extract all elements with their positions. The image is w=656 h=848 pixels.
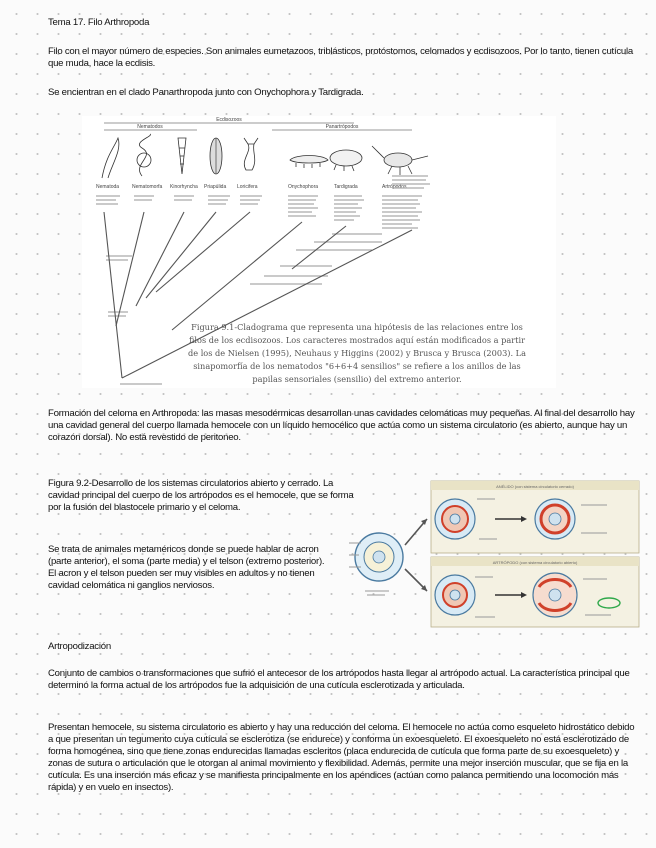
taxon-label: Loricifera	[237, 184, 258, 190]
taxon-label: Tardigrada	[334, 184, 358, 190]
group-label-panarthropods: Panartrópodos	[325, 124, 359, 130]
caption-line: filos de los ecdisozoos. Los caracteres mostrados aquí están modificados a partir	[188, 335, 526, 345]
taxon-label: Onychophora	[288, 184, 319, 190]
arthropod-panel	[431, 557, 639, 627]
artropodizacion-heading: Artropodización	[48, 641, 111, 652]
caption-line: sinapomorfía de los nematodos "6+6+4 sensilios" se refiere a los anillos de las	[193, 361, 521, 371]
priapulida-sketch	[210, 138, 222, 174]
taxon-label: Priapúlida	[204, 184, 227, 190]
metameric-paragraph: Se trata de animales metaméricos donde se puede hablar de acron (parte anterior), el soma (parte media) y el telson (extremo posterior). El acron y el telson pueden ser muy visibles en adultos y no tienen cavidad celomática ni ganglios nerviosos.	[48, 544, 325, 591]
caption-line: Figura 9.1-Cladograma que representa una hipótesis de las relaciones entre los	[191, 322, 523, 332]
caption-line: de los de Nielsen (1995), Neuhaus y Higgins (2002) y Brusca y Brusca (2003). La	[188, 348, 526, 358]
group-label-ecdysozoa: Ecdisozoos	[216, 117, 242, 123]
panel-title-annelid: ANÉLIDO (con sistema circulatorio cerrado)	[496, 484, 574, 489]
celoma-paragraph: Formación del celoma en Arthropoda: las masas mesodérmicas desarrollan unas cavidades celomáticas muy pequeñas. Al final del desarrollo hay una cavidad general del cuerpo llamada hemocele con un líquido hemocélico que actúa como un sistema circulatorio (es abierto, aunque hay un corazón dorsal). No está revestido de peritoneo.	[48, 408, 635, 443]
taxon-label: Nematoda	[96, 184, 120, 190]
panel-title-arthropod: ARTRÓPODO (con sistema circulatorio abierto)	[492, 560, 578, 565]
group-label-nematodes: Nematodos	[137, 124, 163, 130]
circulatory-systems-figure	[345, 479, 641, 629]
page-title: Tema 17. Filo Arthropoda	[48, 17, 150, 28]
caption-line: papilas sensoriales (sensilio) del extremo anterior.	[252, 374, 462, 384]
annelid-panel	[431, 481, 639, 553]
clade-paragraph: Se encientran en el clado Panarthropoda junto con Onychophora y Tardigrada.	[48, 87, 364, 98]
embryo-cross-section	[349, 519, 427, 595]
artropodizacion-paragraph-2: Presentan hemocele, su sistema circulatorio es abierto y hay una reducción del celoma. El hemocele no actúa como esqueleto hidrostático debido a que presentan un tegumento cuya cutícula se esclerotiza (se endurece) y conforma un exoesqueleto. El exoesqueleto no está esclerotizado de forma homogénea, sino que tiene zonas endurecidas llamadas escleritos (placa endurecida de cutícula que forma parte de su exoesqueleto) y zonas de sutura o articulación que le otorgan al animal movimiento y flexibilidad. Además, permite una mejor inserción muscular, que se fija en la cutícula. Es una inserción más eficaz y se manifiesta principalmente en los apéndices (actúan como palanca permitiendo una locomoción más rápida) y en vuelo en insectos).	[48, 722, 635, 793]
intro-paragraph: Filo con el mayor número de especies. Son animales eumetazoos, triblásticos, protóstomos, celomados y ecdisozoos. Por lo tanto, tienen cutícula que muda, hace la ecdisis.	[48, 46, 633, 69]
taxon-label: Nematomorfa	[132, 184, 163, 190]
cladogram-figure	[82, 116, 556, 388]
taxon-label: Artrópodos	[382, 184, 407, 190]
figure2-description: Figura 9.2-Desarrollo de los sistemas circulatorios abierto y cerrado. La cavidad principal del cuerpo de los artrópodos es el hemocele, que se forma por la fusión del blastocele primario y el celoma.	[48, 478, 354, 513]
artropodizacion-paragraph-1: Conjunto de cambios o transformaciones que sufrió el antecesor de los artrópodos hasta llegar al artrópodo actual. La característica principal que determinó la forma actual de los artrópodos fue la adquisición de una cutícula esclerotizada y articulada.	[48, 668, 630, 691]
taxon-label: Kinorhyncha	[170, 184, 198, 190]
